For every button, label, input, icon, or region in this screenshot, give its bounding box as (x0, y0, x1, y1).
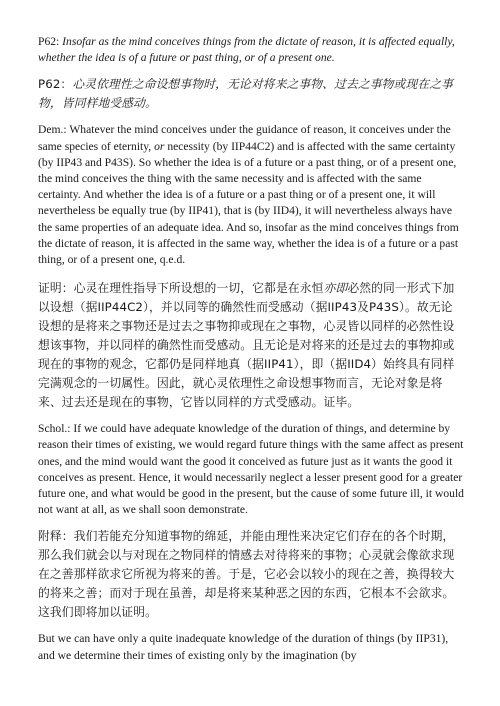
dem-en-part1: Dem.: Whatever the mind conceives under the guidance of reason, it conceives under the same species of eternity, (38, 123, 451, 153)
p62-chinese (38, 75, 464, 113)
p62-text: Insofar as the mind conceives things from the dictate of reason, it is affected equally, whether the idea is of a future or past thing, or of a present one. (38, 35, 455, 65)
dem-zh-part1: 证明：心灵在理性指导下所设想的一切，它都是在永恒 (38, 281, 324, 296)
p62-label: P62: (38, 35, 60, 48)
dem-en-or: or (154, 139, 165, 153)
demonstration-english (38, 122, 464, 268)
p62-zh-text: 心灵依理性之命设想事物时，无论对将来之事物、过去之事物或现在之事物，皆同样地受感动。 (38, 77, 454, 111)
dem-en-part2: necessity (by IIP44C2) and is affected with the same certainty (by IIP43 and P43S). So whether the idea is of a future or a past thing, or of a present one, the mind conceives the thing with the same necessity and is affected with the same certainty. And whether the idea is of a future or a past thing or of a present one, it will nevertheless be equally true (by IIP41), that is (by IID4), it will nevertheless always have the same properties of an adequate idea. And so, insofar as the mind conceives things from the dictate of reason, it is affected in the same way, whether the idea is of a future or a past thing, or of a present one, q.e.d. (38, 139, 459, 267)
dem-zh-italic: 亦即 (323, 281, 348, 296)
dem-zh-part2: 必然的同一形式下加以设想（据IIP44C2），并以同等的确然性而受感动（据IIP43及P43S）。故无论设想的是将来之事物还是过去之事物抑或现在之事物，心灵皆以同样的必然性设想该事物，并以同样的确然性而受感动。且无论是对将来的还是过去的事物抑或现在的事物的观念，它都仍是同样地真（据IIP41），即（据IID4）始终具有同样完满观念的一切属性。因此，就心灵依理性之命设想事物而言，无论对象是将来、过去还是现在的事物，它皆以同样的方式受感动。证毕。 (38, 281, 455, 410)
continuation-english: But we can have only a quite inadequate knowledge of the duration of things (by IIP31), and we determine their times of existing only by the imagination (by (38, 632, 449, 662)
p62-zh-label: P62： (38, 77, 73, 92)
demonstration-chinese (38, 279, 464, 412)
scholium-english: Schol.: If we could have adequate knowledge of the duration of things, and determine by reason their times of existing, we would regard future things with the same affect as present ones, and the mind would want the good it conceived as future just as it wants the good it conceives as present. Hence, it would necessarily neglect a lesser present good for a greater future one, and what would be good in the present, but the cause of some future ill, it would not want at all, as we shall soon demonstrate. (38, 422, 464, 517)
p62-english (38, 34, 464, 66)
scholium-chinese: 附释：我们若能充分知道事物的绵延，并能由理性来决定它们存在的各个时期，那么我们就会以与对现在之物同样的情感去对待将来的事物；心灵就会像欲求现在之善那样欲求它所视为将来的善。于是，它必会以较小的现在之善，换得较大的将来之善；而对于现在虽善，却是将来某种恶之因的东西，它根本不会欲求。这我们即将加以证明。 (38, 529, 455, 620)
